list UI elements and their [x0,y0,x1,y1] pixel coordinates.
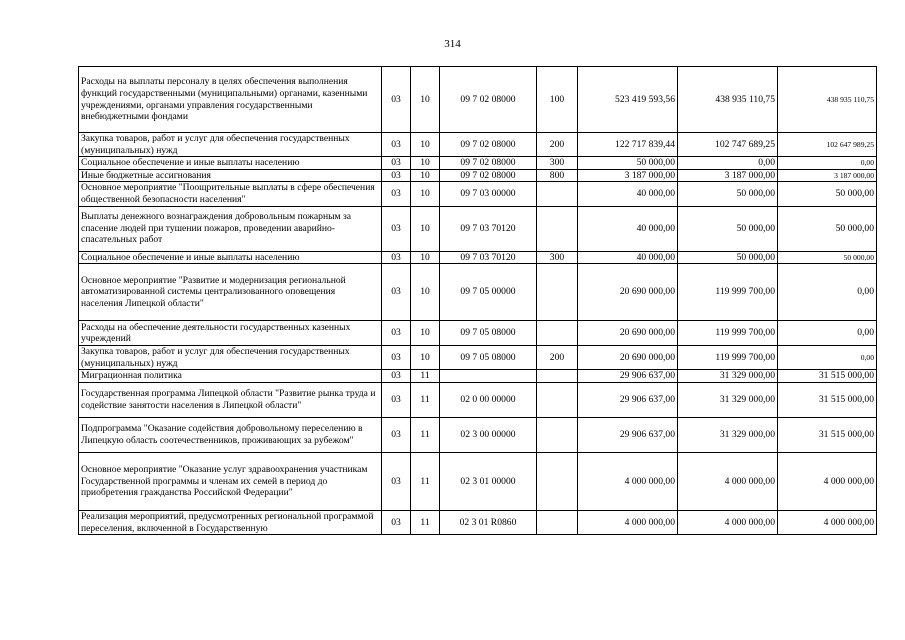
row-section: 03 [382,370,411,383]
row-expense-type: 800 [537,169,578,182]
table-row [79,370,877,383]
table-row [79,510,877,534]
row-target-article: 09 7 05 08000 [440,321,537,346]
row-amount-year-1: 50 000,00 [578,157,678,170]
table-row [79,452,877,510]
row-target-article [440,370,537,383]
row-amount-year-1: 29 906 637,00 [578,382,678,417]
row-amount-year-1: 29 906 637,00 [578,417,678,452]
row-subsection: 10 [411,264,440,321]
row-amount-year-1: 20 690 000,00 [578,264,678,321]
row-expense-type [537,321,578,346]
row-expense-type [537,206,578,251]
row-amount-year-3: 4 000 000,00 [778,510,877,534]
row-expense-type: 200 [537,346,578,370]
row-section: 03 [382,321,411,346]
row-target-article: 09 7 05 00000 [440,264,537,321]
row-amount-year-1: 20 690 000,00 [578,321,678,346]
row-amount-year-2: 0,00 [678,157,778,170]
row-name: Основное мероприятие "Развитие и модернизация региональной автоматизированной системы централизованного оповещения населения Липецкой области" [79,264,382,321]
row-expense-type: 100 [537,67,578,133]
row-section: 03 [382,264,411,321]
row-section: 03 [382,182,411,206]
row-subsection: 11 [411,417,440,452]
row-target-article: 02 3 00 00000 [440,417,537,452]
row-subsection: 10 [411,67,440,133]
row-amount-year-2: 4 000 000,00 [678,510,778,534]
row-target-article: 09 7 05 08000 [440,346,537,370]
row-amount-year-3: 50 000,00 [778,182,877,206]
row-section: 03 [382,382,411,417]
row-name: Социальное обеспечение и иные выплаты населению [79,157,382,170]
row-target-article: 09 7 02 08000 [440,133,537,157]
row-name: Закупка товаров, работ и услуг для обеспечения государственных (муниципальных) нужд [79,346,382,370]
row-name: Социальное обеспечение и иные выплаты населению [79,251,382,264]
row-section: 03 [382,346,411,370]
row-subsection: 10 [411,182,440,206]
row-amount-year-2: 4 000 000,00 [678,452,778,510]
row-name: Иные бюджетные ассигнования [79,169,382,182]
row-amount-year-3: 102 647 989,25 [778,133,877,157]
row-subsection: 10 [411,251,440,264]
row-name: Основное мероприятие "Оказание услуг здравоохранения участникам Государственной программы и членам их семей в период до приобретения гражданства Российской Федерации" [79,452,382,510]
row-name: Расходы на выплаты персоналу в целях обеспечения выполнения функций государственными (муниципальными) органами, казенными учреждениями, органами управления государственными внебюджетными фондами [79,67,382,133]
row-name: Закупка товаров, работ и услуг для обеспечения государственных (муниципальных) нужд [79,133,382,157]
row-amount-year-1: 40 000,00 [578,251,678,264]
row-subsection: 11 [411,510,440,534]
row-section: 03 [382,510,411,534]
row-amount-year-1: 523 419 593,56 [578,67,678,133]
table-row [79,417,877,452]
row-subsection: 11 [411,370,440,383]
table-row [79,382,877,417]
row-section: 03 [382,169,411,182]
row-target-article: 02 0 00 00000 [440,382,537,417]
row-amount-year-3: 4 000 000,00 [778,452,877,510]
row-target-article: 09 7 03 70120 [440,206,537,251]
table-row [79,133,877,157]
row-amount-year-3: 50 000,00 [778,206,877,251]
row-amount-year-2: 119 999 700,00 [678,264,778,321]
table-row [79,321,877,346]
table-row [79,346,877,370]
row-amount-year-2: 31 329 000,00 [678,382,778,417]
row-amount-year-3: 0,00 [778,346,877,370]
row-amount-year-3: 3 187 000,00 [778,169,877,182]
row-expense-type: 300 [537,251,578,264]
page-number: 314 [444,38,461,50]
row-subsection: 10 [411,169,440,182]
row-target-article: 02 3 01 00000 [440,452,537,510]
row-expense-type [537,370,578,383]
row-amount-year-1: 4 000 000,00 [578,510,678,534]
table-body [79,67,877,535]
row-amount-year-3: 0,00 [778,264,877,321]
row-target-article: 02 3 01 R0860 [440,510,537,534]
table-row [79,169,877,182]
row-section: 03 [382,417,411,452]
row-name: Подпрограмма "Оказание содействия добровольному переселению в Липецкую область соотечественников, проживающих за рубежом" [79,417,382,452]
row-amount-year-1: 20 690 000,00 [578,346,678,370]
row-amount-year-3: 438 935 110,75 [778,67,877,133]
row-amount-year-1: 29 906 637,00 [578,370,678,383]
row-name: Реализация мероприятий, предусмотренных региональной программой переселения, включенной в Государственную [79,510,382,534]
row-subsection: 10 [411,321,440,346]
table-row [79,157,877,170]
row-section: 03 [382,251,411,264]
row-target-article: 09 7 03 00000 [440,182,537,206]
row-subsection: 10 [411,206,440,251]
row-amount-year-2: 438 935 110,75 [678,67,778,133]
row-amount-year-2: 102 747 689,25 [678,133,778,157]
row-subsection: 10 [411,346,440,370]
row-target-article: 09 7 02 08000 [440,169,537,182]
row-expense-type: 200 [537,133,578,157]
row-target-article: 09 7 02 08000 [440,157,537,170]
row-amount-year-2: 50 000,00 [678,182,778,206]
row-amount-year-2: 3 187 000,00 [678,169,778,182]
row-amount-year-3: 31 515 000,00 [778,370,877,383]
row-amount-year-3: 50 000,00 [778,251,877,264]
row-subsection: 10 [411,133,440,157]
row-name: Миграционная политика [79,370,382,383]
row-amount-year-2: 31 329 000,00 [678,417,778,452]
row-amount-year-3: 31 515 000,00 [778,417,877,452]
row-amount-year-1: 4 000 000,00 [578,452,678,510]
row-name: Расходы на обеспечение деятельности государственных казенных учреждений [79,321,382,346]
row-expense-type: 300 [537,157,578,170]
row-expense-type [537,510,578,534]
row-amount-year-1: 122 717 839,44 [578,133,678,157]
row-section: 03 [382,157,411,170]
row-amount-year-3: 0,00 [778,157,877,170]
row-amount-year-3: 31 515 000,00 [778,382,877,417]
row-subsection: 11 [411,452,440,510]
budget-table [78,66,877,535]
row-target-article: 09 7 02 08000 [440,67,537,133]
row-amount-year-2: 31 329 000,00 [678,370,778,383]
row-name: Основное мероприятие "Поощрительные выплаты в сфере обеспечения общественной безопасности населения" [79,182,382,206]
row-expense-type [537,452,578,510]
table-row [79,67,877,133]
row-amount-year-2: 119 999 700,00 [678,346,778,370]
row-expense-type [537,182,578,206]
row-target-article: 09 7 03 70120 [440,251,537,264]
row-name: Государственная программа Липецкой области "Развитие рынка труда и содействие занятости населения в Липецкой области" [79,382,382,417]
row-section: 03 [382,67,411,133]
row-expense-type [537,417,578,452]
row-subsection: 11 [411,382,440,417]
row-amount-year-1: 3 187 000,00 [578,169,678,182]
row-subsection: 10 [411,157,440,170]
row-amount-year-2: 50 000,00 [678,206,778,251]
table-row [79,182,877,206]
row-amount-year-1: 40 000,00 [578,182,678,206]
row-name: Выплаты денежного вознаграждения добровольным пожарным за спасение людей при тушении пожаров, проведении аварийно-спасательных работ [79,206,382,251]
table-row [79,264,877,321]
row-amount-year-1: 40 000,00 [578,206,678,251]
row-amount-year-2: 119 999 700,00 [678,321,778,346]
row-section: 03 [382,133,411,157]
table-row [79,251,877,264]
row-amount-year-2: 50 000,00 [678,251,778,264]
row-expense-type [537,382,578,417]
row-expense-type [537,264,578,321]
row-section: 03 [382,452,411,510]
row-section: 03 [382,206,411,251]
table-row [79,206,877,251]
row-amount-year-3: 0,00 [778,321,877,346]
